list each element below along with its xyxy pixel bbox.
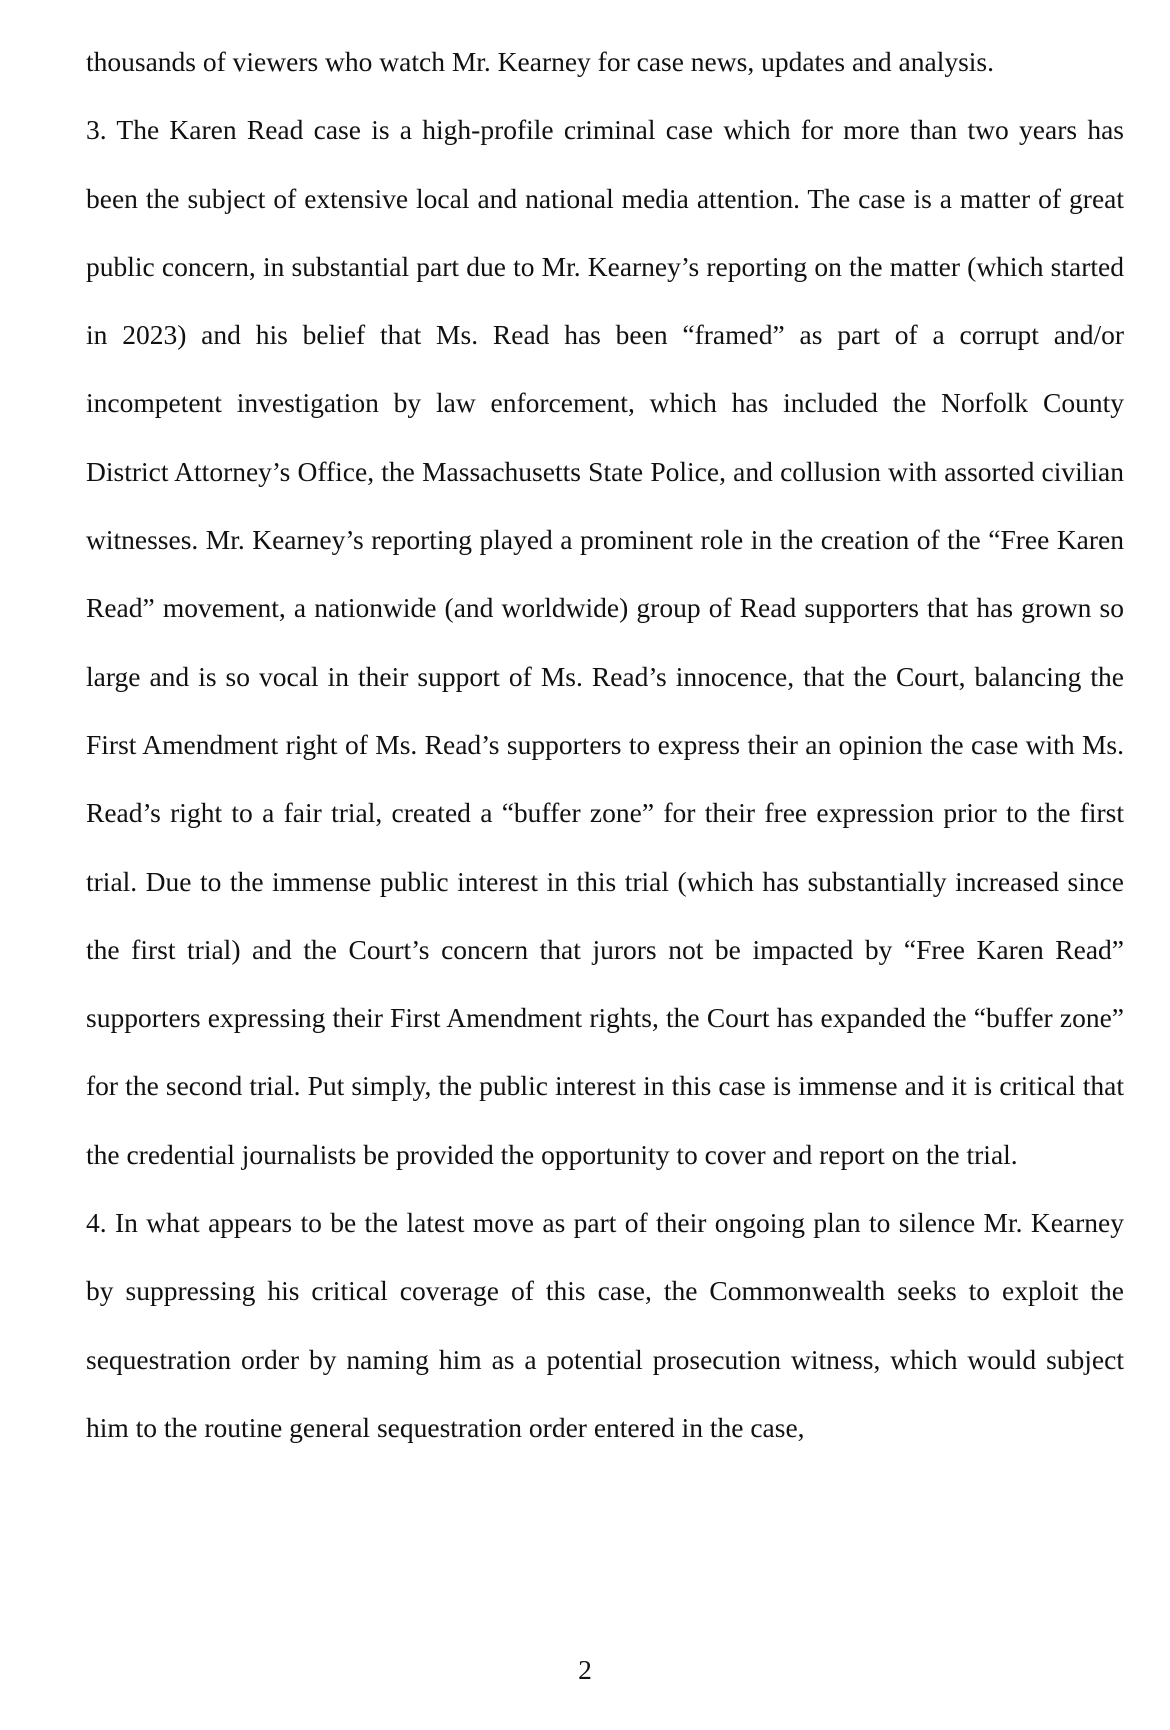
document-body [86,28,1124,1462]
paragraph-4: 4. In what appears to be the latest move as part of their ongoing plan to silence Mr. Kearney by suppressing his critical coverage of this case, the Commonwealth seeks to exploit the sequestration order by naming him as a potential prosecution witness, which would subject him to the routine general sequestration order entered in the case, [86,1207,1124,1443]
paragraph-3: 3. The Karen Read case is a high-profile criminal case which for more than two years has been the subject of extensive local and national media attention. The case is a matter of great public concern, in substantial part due to Mr. Kearney’s reporting on the matter (which started in 2023) and his belief that Ms. Read has been “framed” as part of a corrupt and/or incompetent investigation by law enforcement, which has included the Norfolk County District Attorney’s Office, the Massachusetts State Police, and collusion with assorted civilian witnesses. Mr. Kearney’s reporting played a prominent role in the creation of the “Free Karen Read” movement, a nationwide (and worldwide) group of Read supporters that has grown so large and is so vocal in their support of Ms. Read’s innocence, that the Court, balancing the First Amendment right of Ms. Read’s supporters to express their an opinion the case with Ms. Read’s right to a fair trial, created a “buffer zone” for their free expression prior to the first trial. Due to the immense public interest in this trial (which has substantially increased since the first trial) and the Court’s concern that jurors not be impacted by “Free Karen Read” supporters expressing their First Amendment rights, the Court has expanded the “buffer zone” for the second trial. Put simply, the public interest in this case is immense and it is critical that the credential journalists be provided the opportunity to cover and report on the trial. [86,114,1124,1170]
paragraph-continuation: thousands of viewers who watch Mr. Kearney for case news, updates and analysis. [86,46,995,77]
page-number: 2 [578,1654,592,1685]
